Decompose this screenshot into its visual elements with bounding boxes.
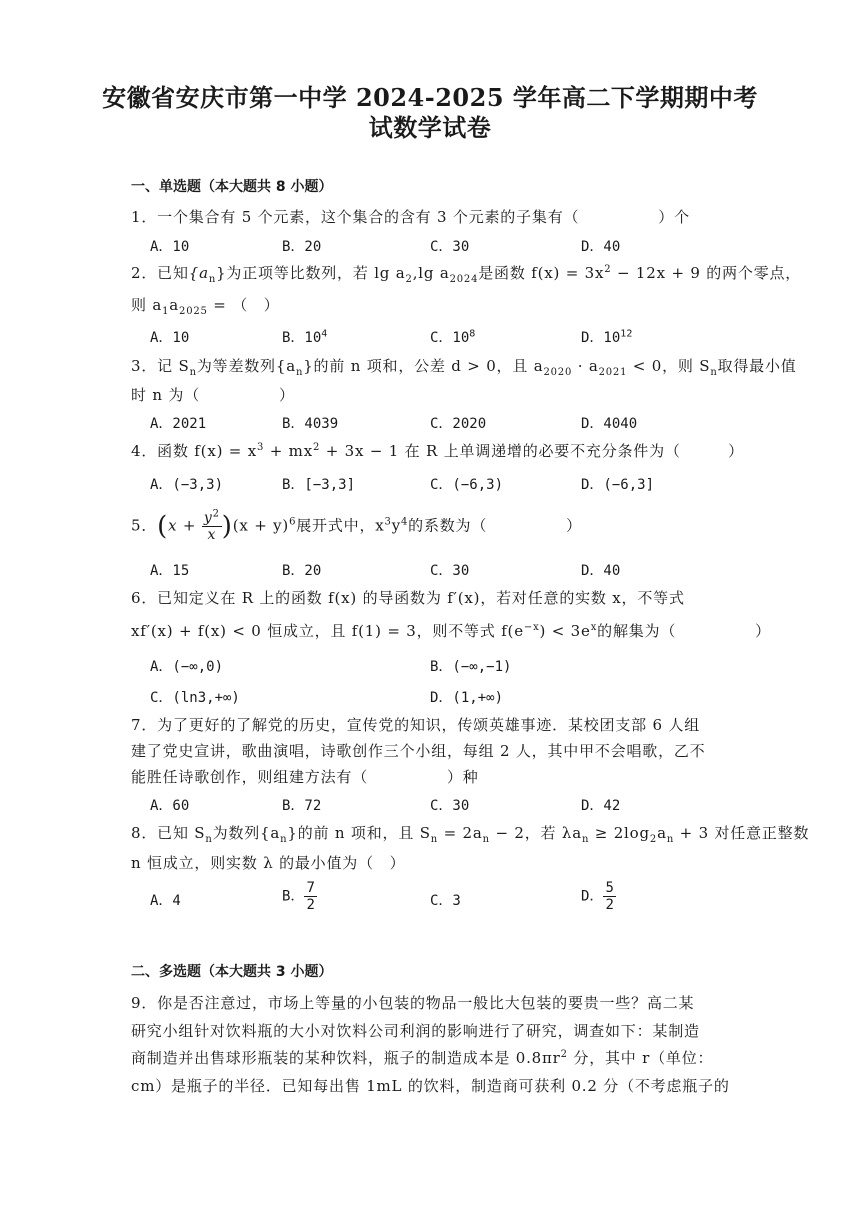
question-9-line3: 商制造并出售球形瓶装的某种饮料，瓶子的制造成本是 $0.8\pi r^2$ 分，其中 r（单位： [131,1049,714,1067]
q7-option-b: B．72 [282,798,322,814]
q7-option-c: C．30 [430,798,470,814]
q6-option-a: A．(−∞,0) [150,659,224,675]
question-4: 4．函数 $f(x) = x^3 + mx^2 + 3x - 1$ 在 R 上单调递增的必要不充分条件为（ ） [131,442,744,460]
page-title: 安徽省安庆市第一中学 2024-2025 学年高二下学期期中考 [102,83,758,112]
q8-option-b: B． $\frac{7}{2}$ [282,880,315,913]
q1-option-c: C．30 [430,239,470,255]
q6-option-b: B．(−∞,−1) [430,659,512,675]
q1-option-a: A．10 [150,239,190,255]
question-8-line2: n 恒成立，则实数 λ 的最小值为（ ） [131,854,406,872]
question-8-line1: 8．已知 $S_n$为数列$\{a_n\}$的前 n 项和，且 $S_n = 2a_n - 2$，若 $\lambda a_n \ge 2\log_2a_n + 3$ 对任意正整数 [131,824,810,845]
q8-option-c: C．3 [430,893,461,909]
q2-option-a: A．10 [150,330,190,346]
q7-option-d: D．42 [581,798,621,814]
q7-option-a: A．60 [150,798,190,814]
q5-option-c: C．30 [430,563,470,579]
question-2-line2: 则 $a_1a_{2025}$ = （ ） [131,296,280,317]
q5-option-b: B．20 [282,563,322,579]
q6-option-d: D．(1,+∞) [430,690,504,706]
q4-option-d: D．(−6,3] [581,477,655,493]
question-7-line3: 能胜任诗歌创作，则组建方法有（ ）种 [131,768,479,786]
question-9-line4: cm）是瓶子的半径．已知每出售 1mL 的饮料，制造商可获利 0.2 分（不考虑瓶子的 [131,1077,730,1095]
question-3-line2: 时 n 为（ ） [131,386,295,404]
q8-option-d: D． $\frac{5}{2}$ [581,880,614,913]
q3-option-d: D．4040 [581,416,638,432]
q2-option-d: D．$10^{12}$ [581,328,633,346]
question-2-line1: 2．已知$\{a_n\}$为正项等比数列，若 $\lg a_2,\lg$ $a_{2024}$是函数 $f(x) = 3x^2 - 12x + 9$ 的两个零点， [131,264,802,285]
q5-option-a: A．15 [150,563,190,579]
q4-option-c: C．(−6,3) [430,477,504,493]
q5-fraction: $\frac{y^2}{x}$ [203,508,220,543]
question-6-line1: 6．已知定义在 R 上的函数 f(x) 的导函数为 f′(x)，若对任意的实数 x，不等式 [131,589,685,607]
page-title-line2: 试数学试卷 [368,113,492,142]
question-9-line1: 9．你是否注意过，市场上等量的小包装的物品一般比大包装的要贵一些？高二某 [131,994,695,1012]
question-5: 5．(x + $\frac{y^2}{x}$ )$(x + y)^6$展开式中，$x^3y^4$的系数为（ ） [131,508,582,543]
question-6-line2: xf′(x) + f(x) < 0 恒成立，且 f(1) = 3，则不等式 $f(e^{-x}) < 3e^x$的解集为（ ） [131,622,771,640]
q2-option-c: C．$10^8$ [430,328,476,346]
q4-option-b: B．[−3,3] [282,477,356,493]
question-1: 1．一个集合有 5 个元素，这个集合的含有 3 个元素的子集有（ ）个 [131,208,690,226]
q1-option-b: B．20 [282,239,322,255]
question-7-line1: 7．为了更好的了解党的历史，宣传党的知识，传颂英雄事迹．某校团支部 6 人组 [131,716,701,734]
q3-option-c: C．2020 [430,416,487,432]
question-9-line2: 研究小组针对饮料瓶的大小对饮料公司利润的影响进行了研究，调查如下：某制造 [131,1022,700,1040]
q1-option-d: D．40 [581,239,621,255]
question-3-line1: 3．记 $S_n$为等差数列$\{a_n\}$的前 n 项和，公差 d > 0，且 $a_{2020} \cdot a_{2021} < 0$，则 $S_n$取得最小值 [131,357,797,378]
q4-option-a: A．(−3,3) [150,477,224,493]
q2-option-b: B．$10^4$ [282,328,328,346]
section-single-choice: 一、单选题（本大题共 8 小题） [131,179,333,195]
question-7-line2: 建了党史宣讲，歌曲演唱，诗歌创作三个小组，每组 2 人，其中甲不会唱歌，乙不 [131,742,706,760]
q5-option-d: D．40 [581,563,621,579]
q6-option-c: C．(ln3,+∞) [150,690,240,706]
section-multiple-choice: 二、多选题（本大题共 3 小题） [131,964,333,980]
q3-option-a: A．2021 [150,416,207,432]
q8-option-a: A．4 [150,893,181,909]
q3-option-b: B．4039 [282,416,339,432]
